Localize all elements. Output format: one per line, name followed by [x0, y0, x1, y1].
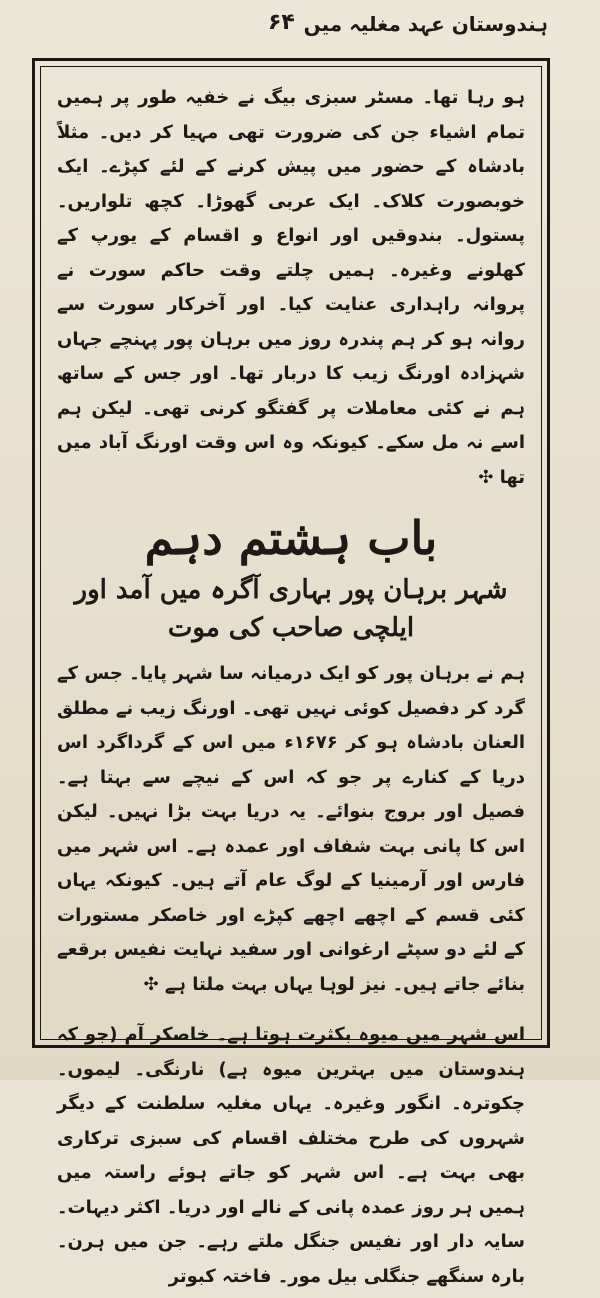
- running-title: ہندوستان عہد مغلیہ میں: [303, 12, 548, 36]
- chapter-heading: [57, 509, 525, 647]
- paragraph-3: اس شہر میں میوہ بکثرت ہوتا ہے۔ خاصکر آم (جو کہ ہندوستان میں بہترین میوہ ہے) نارنگی۔ لیموں۔ چکوترہ۔ انگور وغیرہ۔ یہاں مغلیہ سلطنت کے دیگر شہروں کی طرح مختلف اقسام کی سبزی ترکاری بھی بہت ہے۔ اس شہر کو جاتے ہوئے راستہ میں ہمیں ہر روز عمدہ پانی کے نالے اور دریا۔ اکثر دیہات۔ سایہ دار اور نفیس جنگل ملتے رہے۔ جن میں ہرن۔ بارہ سنگھے جنگلی بیل مور۔ فاختہ کبوتر: [57, 1024, 525, 1287]
- paragraph-2: ہم نے برہان پور کو ایک درمیانہ سا شہر پایا۔ جس کے گرد کر دفصیل کوئی نہیں تھی۔ اورنگ زیب نے مطلق العنان بادشاہ ہو کر ۱۶۷۶ء میں اس کے گرداگرد اس دریا کے کنارے پر جو کہ اس کے نیچے سے بہتا ہے۔ فصیل اور بروج بنوائے۔ یہ دریا بہت بڑا نہیں۔ لیکن اس کا پانی بہت شفاف اور عمدہ ہے۔ اس شہر میں فارس اور آرمینیا کے لوگ عام آتے ہیں۔ کیونکہ یہاں کئی قسم کے اچھے اچھے کپڑے اور خاصکر مستورات کے لئے دو سپٹے ارغوانی اور سفید نہایت نفیس برقعے بنائے جاتے ہیں۔ نیز لوہا یہاں بہت ملتا ہے ✣: [57, 663, 525, 995]
- paragraph-1: ہو رہا تھا۔ مسٹر سبزی بیگ نے خفیہ طور پر ہمیں تمام اشیاء جن کی ضرورت تھی مہیا کر دیں۔ مثلاً بادشاہ کے حضور میں پیش کرنے کے لئے کپڑے۔ ایک خوبصورت کلاک۔ ایک عربی گھوڑا۔ کچھ تلواریں۔ پستول۔ بندوقیں اور انواع و اقسام کے یورپ کے کھلونے وغیرہ۔ ہمیں چلتے وقت حاکم سورت نے پروانہ راہداری عنایت کیا۔ اور آخرکار سورت سے روانہ ہو کر ہم پندرہ روز میں برہان پور پہنچے جہاں شہزادہ اورنگ زیب کا دربار تھا۔ اور جس کے ساتھ ہم نے کئی معاملات پر گفتگو کرنی تھی۔ لیکن ہم اسے نہ مل سکے۔ کیونکہ وہ اس وقت اورنگ آباد میں تھا ✣: [57, 87, 525, 488]
- text-block: [40, 66, 542, 1287]
- chapter-subtitle: شہر برہان پور بہاری آگرہ میں آمد اور ایلچی صاحب کی موت: [74, 575, 508, 643]
- running-head: [0, 8, 600, 44]
- bottom-spacer: [57, 1294, 525, 1298]
- chapter-title: باب ہشتم دہم: [144, 511, 438, 565]
- page-number: ۶۴: [268, 10, 295, 35]
